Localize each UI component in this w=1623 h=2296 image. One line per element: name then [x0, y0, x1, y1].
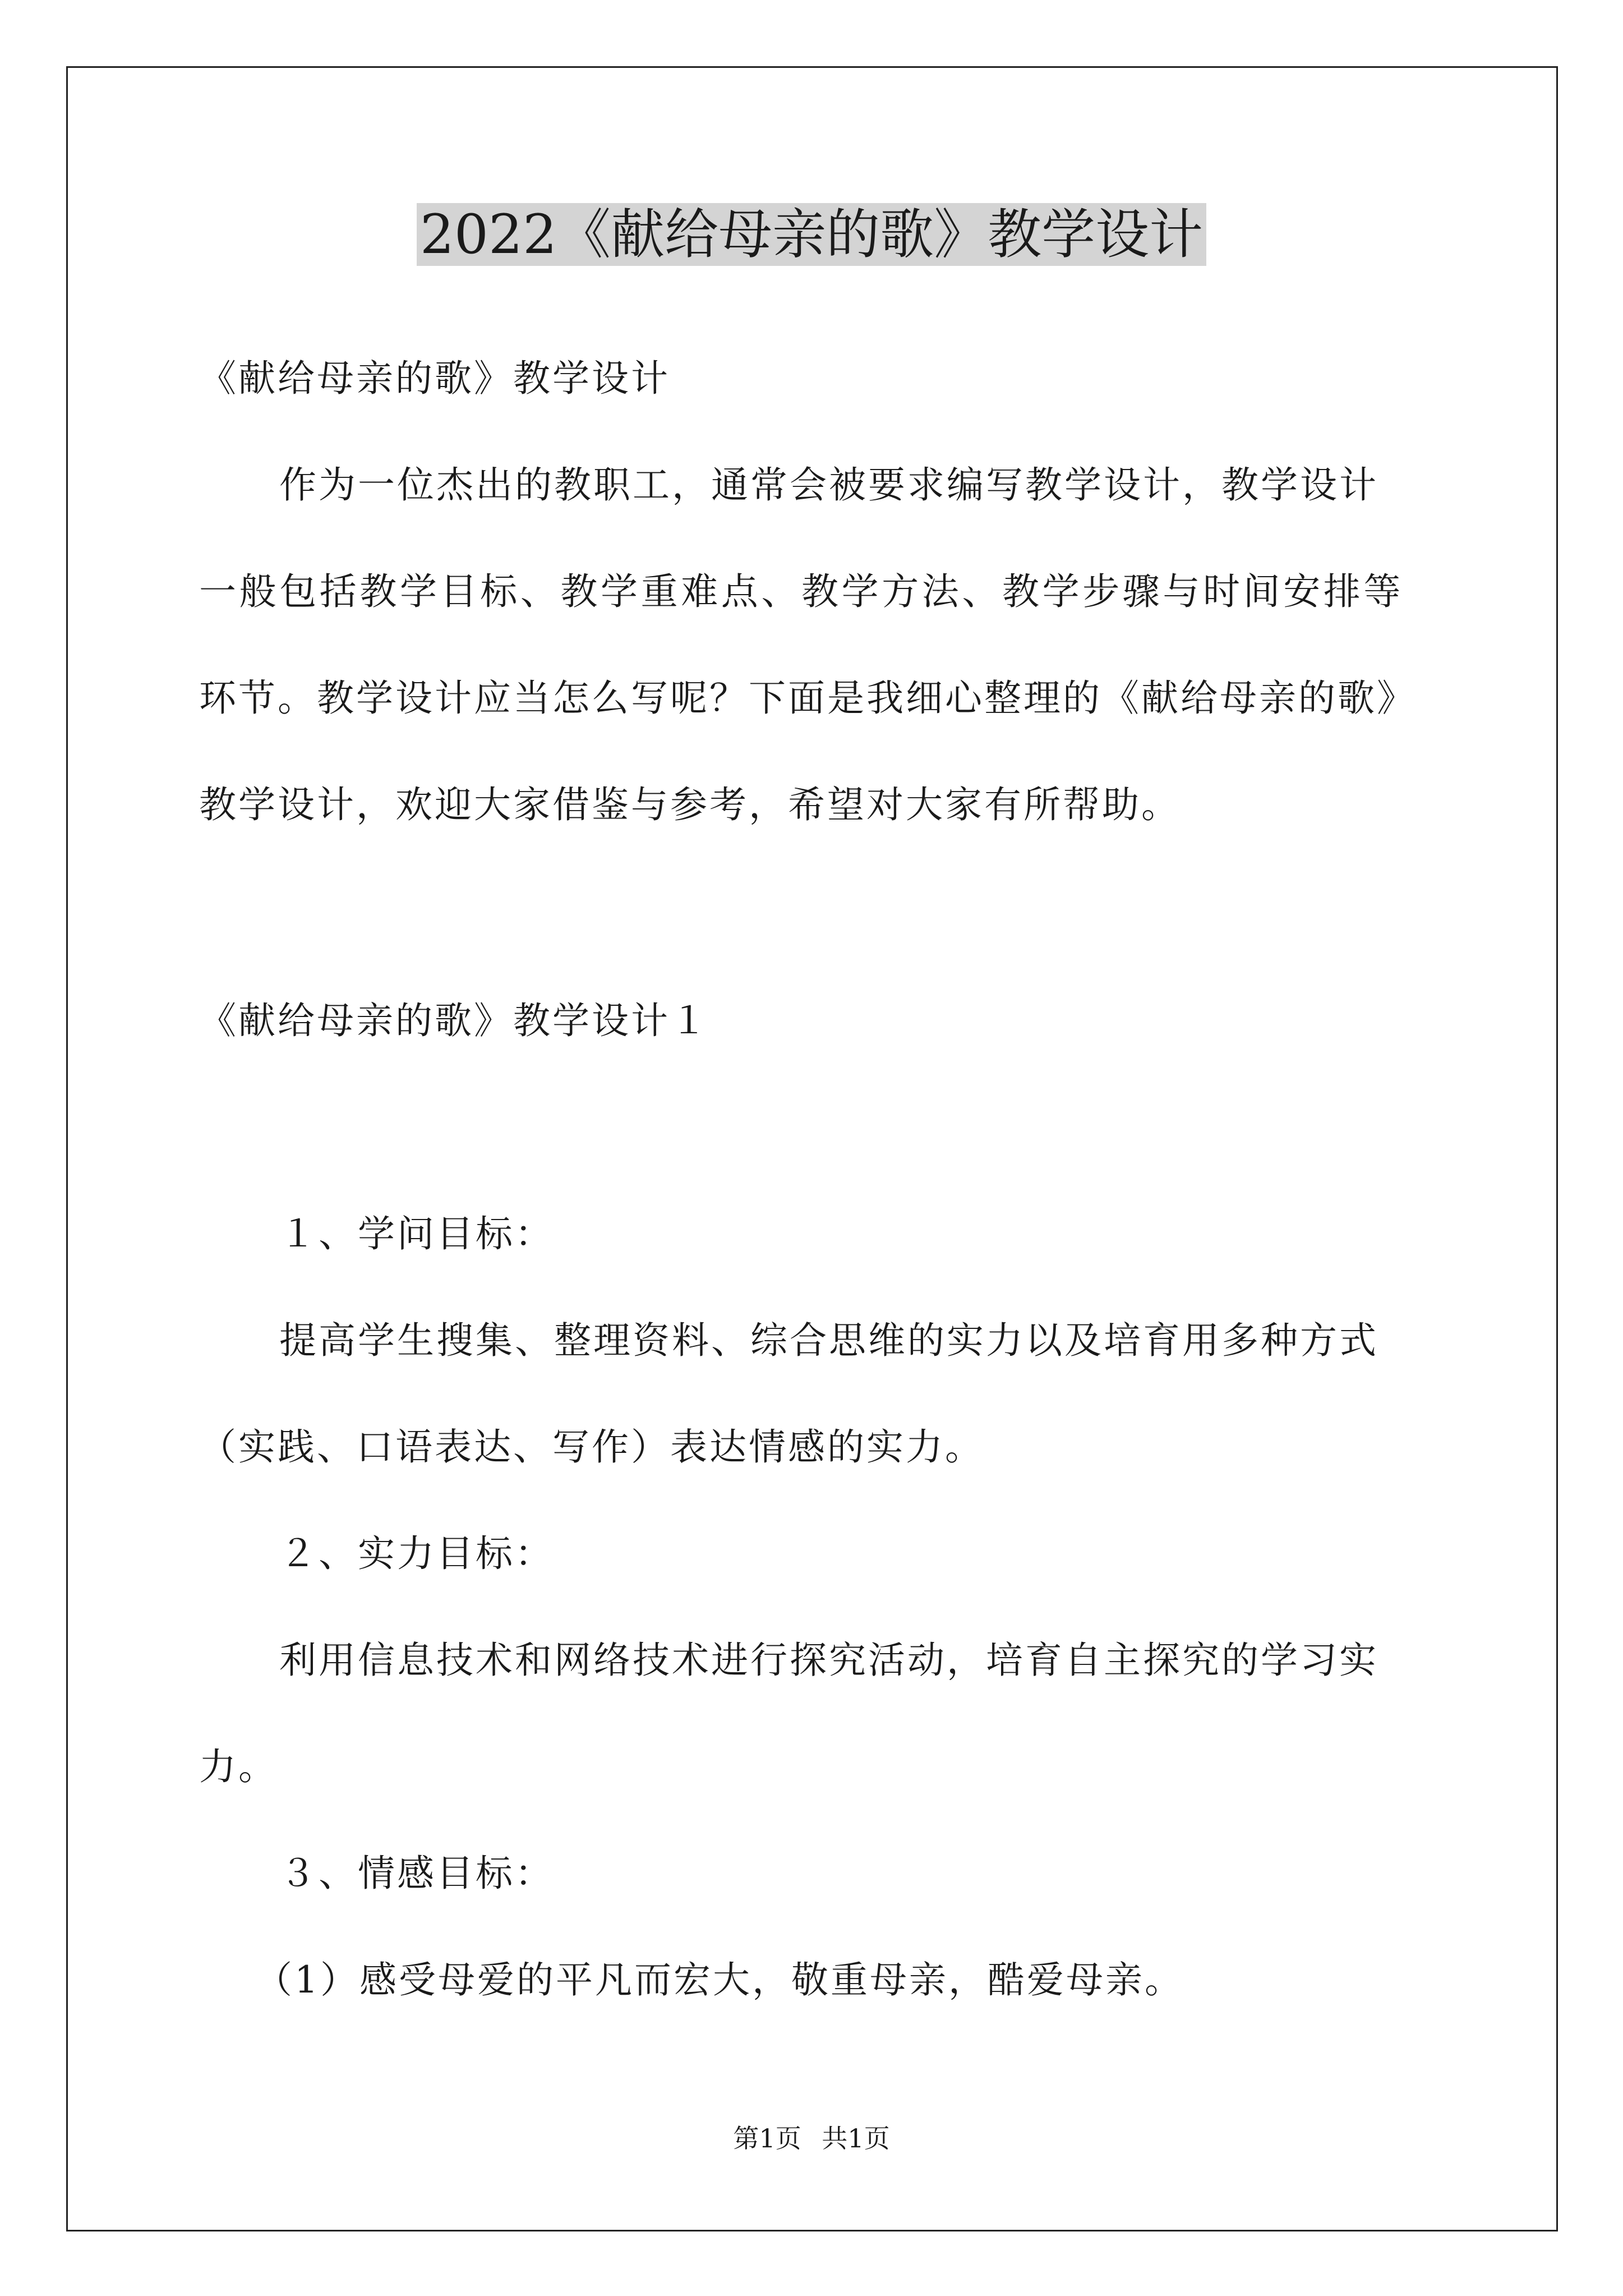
goal1-line-2: （实践、口语表达、写作）表达情感的实力。 — [199, 1425, 984, 1469]
goal3-heading: ３、情感目标： — [279, 1852, 554, 1895]
goal3-item-1: （1）感受母爱的平凡而宏大，敬重母亲，酷爱母亲。 — [255, 1958, 1184, 2001]
section-heading: 《献给母亲的歌》教学设计１ — [199, 999, 709, 1042]
subtitle: 《献给母亲的歌》教学设计 — [199, 357, 670, 400]
page-footer: 第1页 共1页 — [733, 2123, 890, 2154]
intro-line-1: 作为一位杰出的教职工，通常会被要求编写教学设计，教学设计 — [279, 463, 1378, 507]
goal1-line-1: 提高学生搜集、整理资料、综合思维的实力以及培育用多种方式 — [279, 1319, 1378, 1362]
intro-line-4: 教学设计，欢迎大家借鉴与参考，希望对大家有所帮助。 — [199, 783, 1181, 826]
goal2-line-1: 利用信息技术和网络技术进行探究活动，培育自主探究的学习实 — [279, 1639, 1378, 1682]
goal1-heading: １、学问目标： — [279, 1212, 554, 1255]
goal2-line-2: 力。 — [199, 1745, 278, 1788]
document-title: 2022《献给母亲的歌》教学设计 — [0, 195, 1623, 274]
goal2-heading: ２、实力目标： — [279, 1532, 554, 1575]
intro-line-2: 一般包括教学目标、教学重难点、教学方法、教学步骤与时间安排等 — [199, 570, 1404, 613]
intro-line-3: 环节。教学设计应当怎么写呢？下面是我细心整理的《献给母亲的歌》 — [199, 677, 1416, 720]
